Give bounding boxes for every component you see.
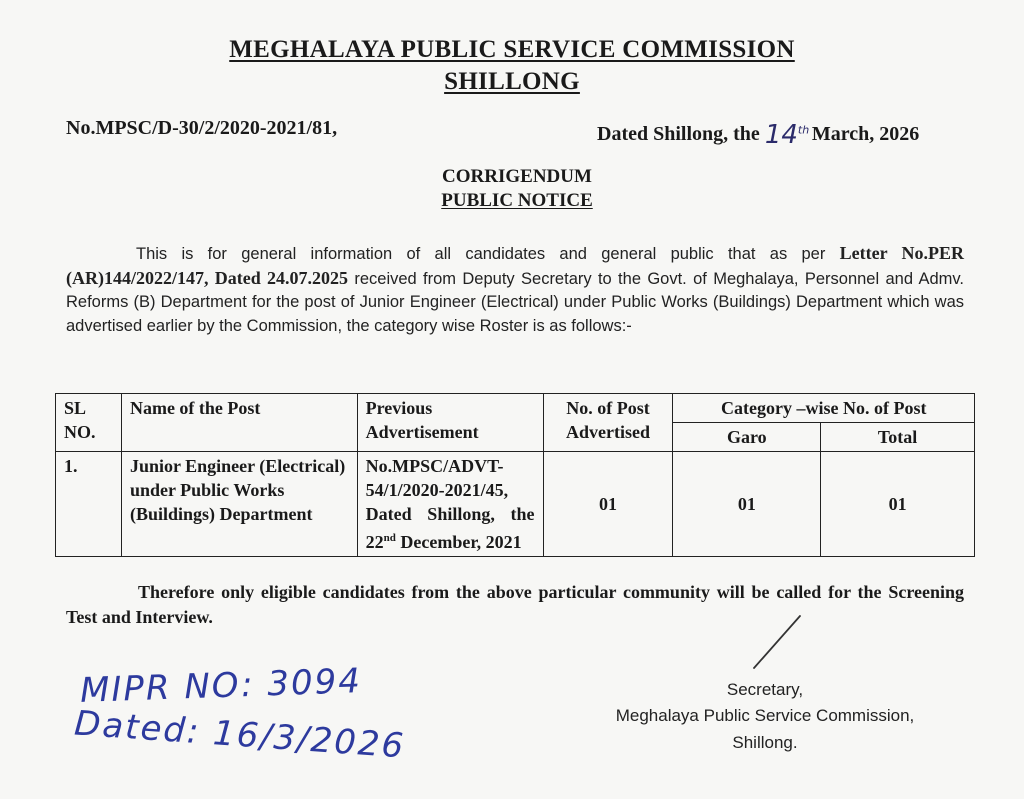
date-suffix: March, 2026 <box>811 123 920 145</box>
cell-advertised: 01 <box>543 452 673 557</box>
header-category: Category –wise No. of Post <box>673 394 975 423</box>
cell-total: 01 <box>821 452 975 557</box>
cell-previous: No.MPSC/ADVT-54/1/2020-2021/45, Dated Shillong, the 22nd December, 2021 <box>357 452 543 557</box>
header-sl: SL NO. <box>56 394 122 452</box>
cell-sl: 1. <box>56 452 122 557</box>
org-heading: MEGHALAYA PUBLIC SERVICE COMMISSION <box>229 36 795 63</box>
signatory-city: Shillong. <box>732 733 798 752</box>
header-total: Total <box>821 423 975 452</box>
header-advertised: No. of Post Advertised <box>543 394 673 452</box>
table-header-row <box>56 394 975 423</box>
signatory-title: Secretary, <box>726 680 804 699</box>
city-heading: SHILLONG <box>444 68 580 95</box>
roster-table <box>55 393 975 557</box>
handwritten-mipr-number: MIPR NO: 3094 <box>79 661 363 711</box>
signature-mark <box>748 612 808 672</box>
table-row <box>56 452 975 557</box>
reference-number: No.MPSC/D-30/2/2020-2021/81, <box>66 117 338 139</box>
body-paragraph: This is for general information of all candidates and general public that as per Letter No.PER (AR)144/2022/147, Dated 24.07.2025 received from Deputy Secretary to the Govt. of Meghalaya, Personnel and Admv. Reforms (B) Department for the post of Junior Engineer (Electrical) under Public Works (Buildings) Department which was advertised earlier by the Commission, the category wise Roster is as follows:- <box>66 243 964 335</box>
date-prefix: Dated Shillong, the <box>597 123 760 145</box>
date-line <box>597 117 920 150</box>
letter-reference: Letter No.PER (AR)144/2022/147, Dated 24.07.2025 <box>66 243 964 288</box>
cell-post: Junior Engineer (Electrical) under Public Works (Buildings) Department <box>121 452 357 557</box>
closing-paragraph: Therefore only eligible candidates from the above particular community will be called for the Screening Test and Interview. <box>66 582 964 627</box>
corrigendum-title: CORRIGENDUM <box>442 166 592 187</box>
public-notice-title: PUBLIC NOTICE <box>441 190 593 211</box>
signatory-organization: Meghalaya Public Service Commission, <box>615 706 915 725</box>
header-previous: Previous Advertisement <box>357 394 543 452</box>
cell-garo: 01 <box>673 452 821 557</box>
handwritten-day: 14th <box>764 120 810 150</box>
header-post: Name of the Post <box>121 394 357 452</box>
header-garo: Garo <box>673 423 821 452</box>
handwritten-mipr-date: Dated: 16/3/2026 <box>73 703 407 767</box>
